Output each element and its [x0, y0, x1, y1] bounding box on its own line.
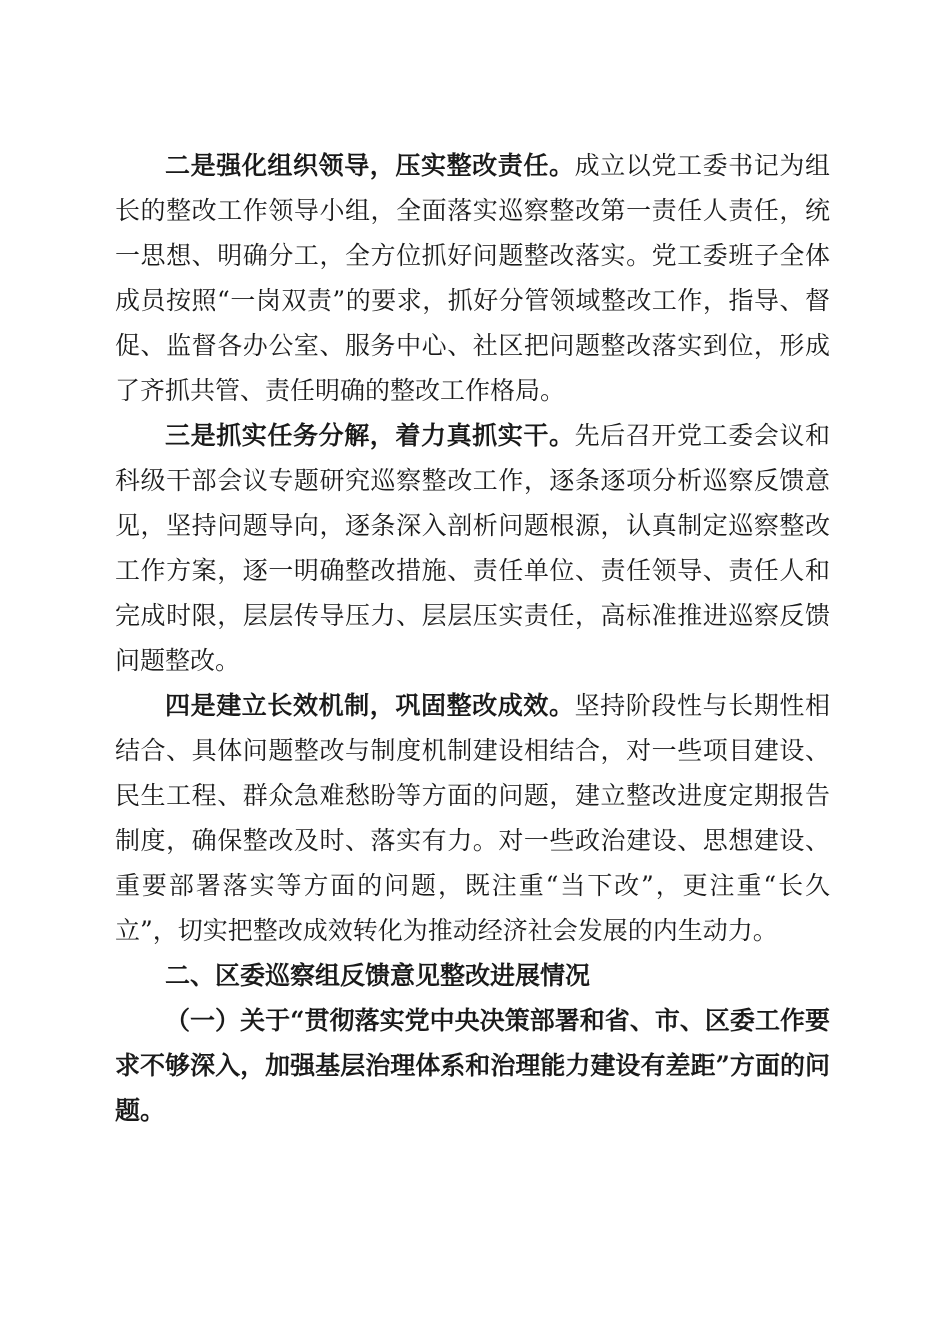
- section-heading: 二、区委巡察组反馈意见整改进展情况: [165, 961, 591, 990]
- paragraph-lead: 二是强化组织领导，压实整改责任。: [165, 151, 575, 180]
- paragraph-lead: 三是抓实任务分解，着力真抓实干。: [165, 421, 575, 450]
- paragraph-body: 坚持阶段性与长期性相结合、具体问题整改与制度机制建设相结合，对一些项目建设、民生工程、群众急难愁盼等方面的问题，建立整改进度定期报告制度，确保整改及时、落实有力。对一些政治建设、思想建设、重要部署落实等方面的问题，既注重“当下改”，更注重“长久立”，切实把整改成效转化为推动经济社会发展的内生动力。: [115, 691, 830, 945]
- paragraph-lead: 四是建立长效机制，巩固整改成效。: [165, 691, 575, 720]
- paragraph-long-term-mechanism: [115, 683, 830, 953]
- paragraph-organization-leadership: [115, 143, 830, 413]
- paragraph-body: 成立以党工委书记为组长的整改工作领导小组，全面落实巡察整改第一责任人责任，统一思想、明确分工，全方位抓好问题整改落实。党工委班子全体成员按照“一岗双责”的要求，抓好分管领域整改工作，指导、督促、监督各办公室、服务中心、社区把问题整改落实到位，形成了齐抓共管、责任明确的整改工作格局。: [115, 151, 830, 405]
- sub-heading: （一）关于“贯彻落实党中央决策部署和省、市、区委工作要求不够深入，加强基层治理体系和治理能力建设有差距”方面的问题。: [115, 1006, 830, 1125]
- paragraph-task-breakdown: [115, 413, 830, 683]
- paragraph-body: 先后召开党工委会议和科级干部会议专题研究巡察整改工作，逐条逐项分析巡察反馈意见，坚持问题导向，逐条深入剖析问题根源，认真制定巡察整改工作方案，逐一明确整改措施、责任单位、责任领导、责任人和完成时限，层层传导压力、层层压实责任，高标准推进巡察反馈问题整改。: [115, 421, 830, 675]
- document-body: [115, 143, 830, 1133]
